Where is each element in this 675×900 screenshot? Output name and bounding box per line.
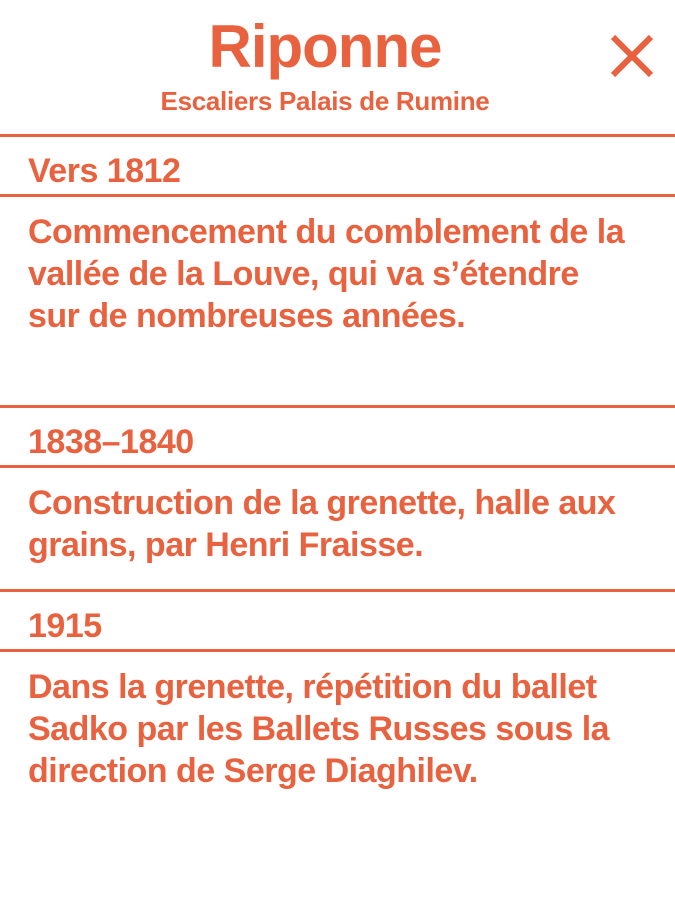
header (0, 0, 675, 134)
entry-date: 1838–1840 (0, 408, 675, 468)
timeline-entry (0, 134, 675, 405)
entry-description: Construction de la grenette, halle aux grains, par Henri Fraisse. (28, 484, 616, 564)
page-title: Riponne (208, 13, 442, 80)
timeline-entry (0, 589, 675, 882)
entry-description: Commencement du comblement de la vallée de la Louve, qui va s’étendre sur de nombreuses années. (28, 213, 625, 335)
entry-date: 1915 (0, 592, 675, 652)
entry-date: Vers 1812 (0, 137, 675, 197)
timeline (0, 134, 675, 882)
close-button[interactable] (608, 32, 656, 80)
entry-description: Dans la grenette, répétition du ballet Sadko par les Ballets Russes sous la direction de Serge Diaghilev. (28, 668, 610, 790)
timeline-entry (0, 405, 675, 589)
page-subtitle: Escaliers Palais de Rumine (160, 86, 490, 116)
close-icon (608, 32, 656, 80)
